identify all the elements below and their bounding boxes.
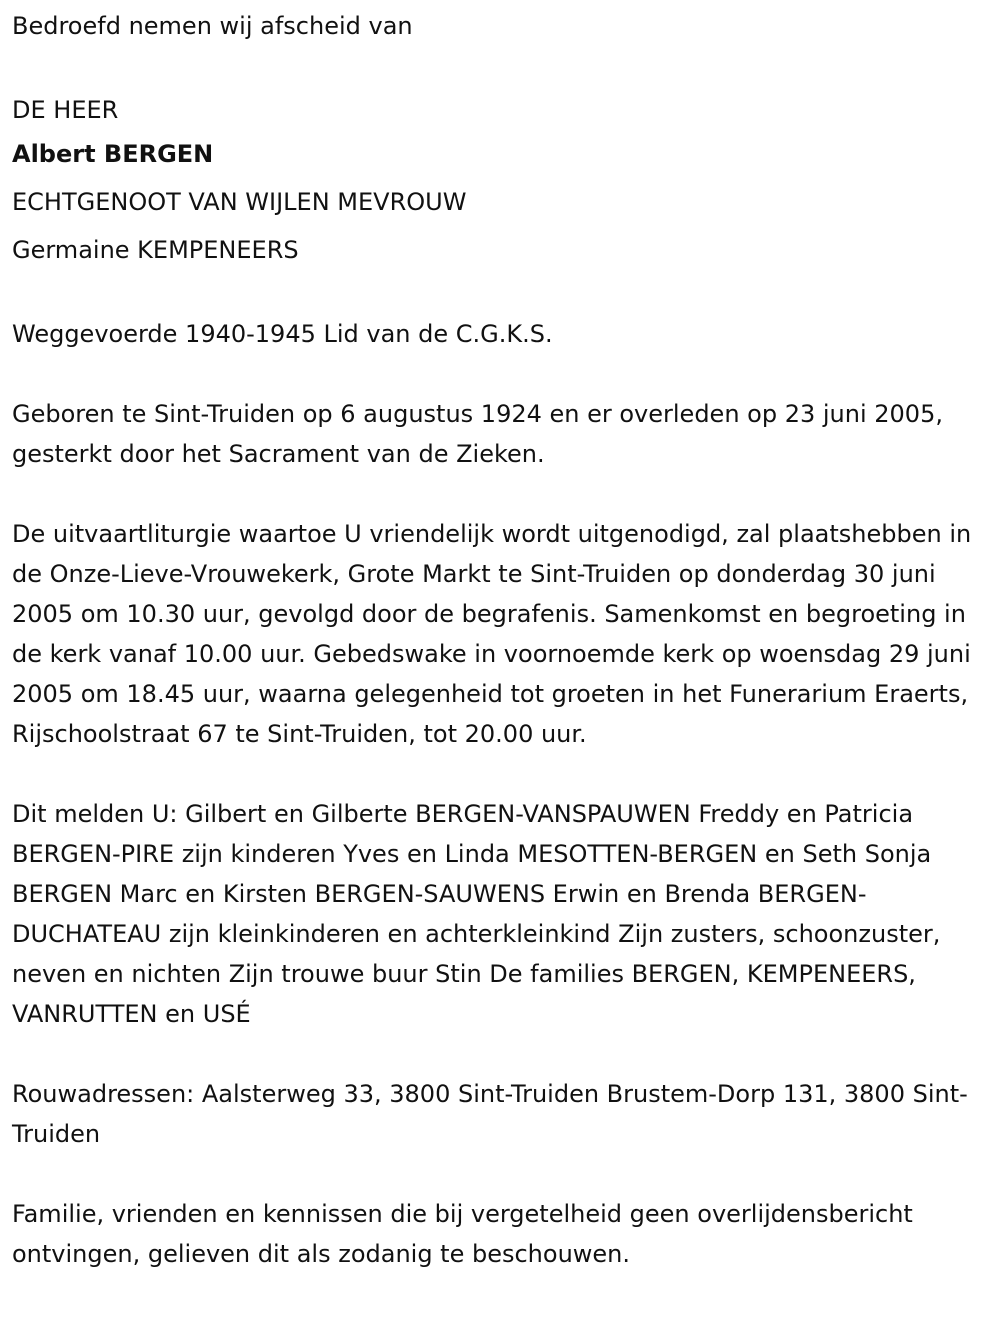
honorific: DE HEER [12,96,119,124]
deceased-name: Albert BERGEN [12,140,214,168]
obituary-document [0,6,1000,1332]
spacer [12,474,988,514]
spacer [12,1154,988,1194]
spacer [12,354,988,394]
closing-text: Familie, vrienden en kennissen die bij vergetelheid geen overlijdensbericht ontvingen, gelieven dit als zodanig te beschouwen. [12,1200,913,1268]
intro-text: Bedroefd nemen wij afscheid van [12,12,413,40]
ceremony-text: De uitvaartliturgie waartoe U vriendelijk wordt uitgenodigd, zal plaatshebben in de Onze-Lieve-Vrouwekerk, Grote Markt te Sint-Truiden op donderdag 30 juni 2005 om 10.30 uur, gevolgd door de begrafenis. Samenkomst en begroeting in de kerk vanaf 10.00 uur. Gebedswake in voornoemde kerk op woensdag 29 juni 2005 om 18.45 uur, waarna gelegenheid tot groeten in het Funerarium Eraerts, Rijschoolstraat 67 te Sint-Truiden, tot 20.00 uur. [12,520,972,748]
announcers-text: Dit melden U: Gilbert en Gilberte BERGEN-VANSPAUWEN Freddy en Patricia BERGEN-PIRE zijn kinderen Yves en Linda MESOTTEN-BERGEN en Seth Sonja BERGEN Marc en Kirsten BERGEN-SAUWENS Erwin en Brenda BERGEN-DUCHATEAU zijn kleinkinderen en achterkleinkind Zijn zusters, schoonzuster, neven en nichten Zijn trouwe buur Stin De families BERGEN, KEMPENEERS, VANRUTTEN en USÉ [12,800,941,1028]
spouse-name: Germaine KEMPENEERS [12,236,299,264]
addresses-text: Rouwadressen: Aalsterweg 33, 3800 Sint-Truiden Brustem-Dorp 131, 3800 Sint-Truiden [12,1080,968,1148]
spacer [12,1034,988,1074]
spouse-label: ECHTGENOOT VAN WIJLEN MEVROUW [12,188,467,216]
spacer [12,274,988,314]
spacer [12,754,988,794]
birth-death-text: Geboren te Sint-Truiden op 6 augustus 1924 en er overleden op 23 juni 2005, gesterkt door het Sacrament van de Zieken. [12,400,943,468]
membership-text: Weggevoerde 1940-1945 Lid van de C.G.K.S. [12,320,553,348]
